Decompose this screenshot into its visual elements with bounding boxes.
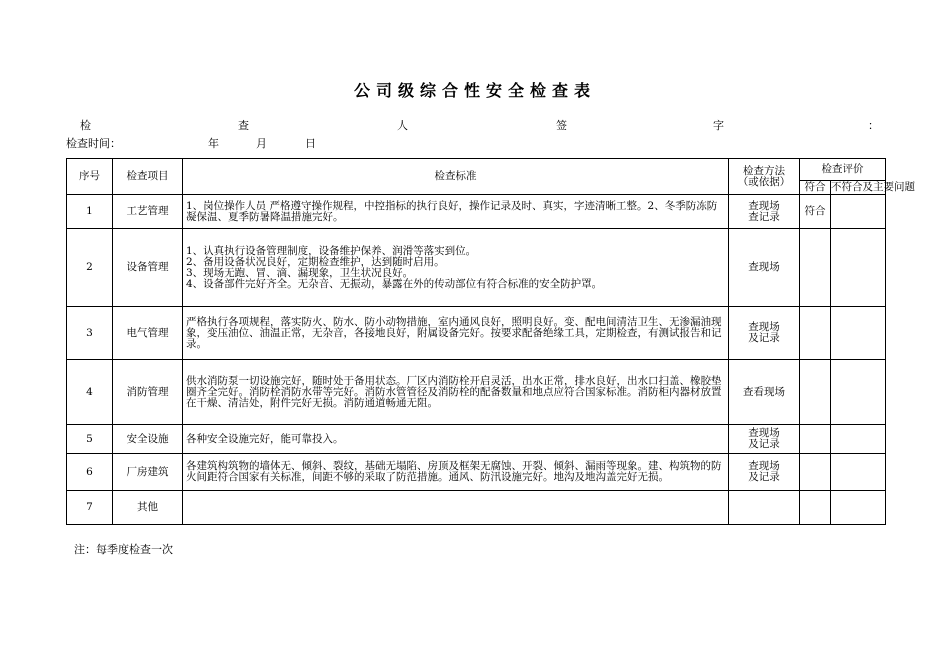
table-row	[67, 195, 886, 229]
row-conform	[800, 454, 831, 491]
footnote: 注：每季度检查一次	[74, 543, 173, 556]
date-day-label: 日	[305, 137, 316, 150]
row-issues	[831, 454, 886, 491]
inspection-date-label: 检查时间：	[66, 137, 121, 150]
table-row	[67, 307, 886, 360]
signature-line	[0, 117, 950, 133]
header-item: 检查项目	[113, 159, 183, 195]
row-standard-line: 1、认真执行设备管理制度，设备维护保养、润滑等落实到位。	[186, 244, 477, 257]
row-standard: 各种安全设施完好，能可靠投入。	[183, 425, 729, 454]
row-method	[729, 425, 800, 454]
row-standard-line: 2、备用设备状况良好，定期检查维护，达到随时启用。	[186, 255, 445, 268]
table-row	[67, 491, 886, 525]
signature-label-char: 检	[80, 119, 91, 132]
row-standard-line: 3、现场无跑、冒、滴、漏现象，卫生状况良好。	[186, 266, 414, 279]
table-row	[67, 425, 886, 454]
row-method	[729, 360, 800, 425]
header-method-line2: （或依据）	[737, 175, 791, 188]
row-seq: 3	[67, 307, 113, 360]
signature-label-char: 字	[713, 119, 724, 132]
row-seq: 5	[67, 425, 113, 454]
row-method-line1: 查现场	[748, 199, 780, 212]
signature-label-char: 人	[397, 119, 408, 132]
row-standard	[183, 229, 729, 307]
row-method-line1: 查现场	[748, 261, 780, 273]
row-standard-line: 4、设备部件完好齐全。无杂音、无振动，暴露在外的传动部位有符合标准的安全防护罩。	[186, 277, 603, 290]
table-row	[67, 229, 886, 307]
date-month-label: 月	[256, 137, 267, 150]
header-nonconform: 不符合及主要问题	[831, 181, 915, 193]
header-method-line1: 检查方法	[743, 164, 785, 177]
row-conform: 符合	[800, 195, 831, 229]
row-method	[729, 454, 800, 491]
row-conform	[800, 425, 831, 454]
row-standard: 供水消防泵一切设施完好，随时处于备用状态。厂区内消防栓开启灵活，出水正常，排水良好，出水口扫盖、橡胶垫圈齐全完好。消防栓消防水带等完好。消防水管管径及消防栓的配备数量和地点应符合国家标准。消防柜内器材放置在干燥、清洁处，附件完好无损。消防通道畅通无阻。	[183, 360, 729, 425]
row-method	[729, 491, 800, 525]
page-title: 公司级综合性安全检查表	[353, 81, 596, 100]
row-standard: 各建筑构筑物的墙体无、倾斜、裂纹，基础无塌陷、房顶及框架无腐蚀、开裂、倾斜、漏雨等现象。建、构筑物的防火间距符合国家有关标准，间距不够的采取了防范措施。通风、防汛设施完好。地沟及地沟盖完好无损。	[183, 454, 729, 491]
row-conform	[800, 360, 831, 425]
header-method	[729, 159, 800, 195]
row-standard: 严格执行各项规程，落实防火、防水、防小动物措施，室内通风良好，照明良好。变、配电间清洁卫生、无渗漏油现象，变压油位、油温正常，无杂音，各接地良好，附属设备完好。按要求配备绝缘工具，定期检查，有测试报告和记录。	[183, 307, 729, 360]
row-seq: 2	[67, 229, 113, 307]
row-method-line1: 查看现场	[743, 385, 785, 398]
row-conform	[800, 307, 831, 360]
row-seq: 6	[67, 454, 113, 491]
row-item: 其他	[113, 491, 183, 525]
table-row	[67, 454, 886, 491]
row-issues	[831, 195, 886, 229]
row-method	[729, 307, 800, 360]
row-item: 厂房建筑	[113, 454, 183, 491]
row-item: 设备管理	[113, 229, 183, 307]
row-method-line1: 查现场	[748, 427, 780, 439]
inspection-date-line	[0, 135, 950, 151]
header-conform: 符合	[800, 181, 831, 195]
row-item: 安全设施	[113, 425, 183, 454]
safety-checklist-table	[66, 158, 915, 525]
row-seq: 7	[67, 491, 113, 525]
header-standard: 检查标准	[183, 159, 729, 195]
row-standard: 1、岗位操作人员 严格遵守操作规程，中控指标的执行良好，操作记录及时、真实，字迹清晰工整。2、冬季防冻防凝保温、夏季防暑降温措施完好。	[183, 195, 729, 229]
header-evaluation: 检查评价	[800, 159, 886, 181]
row-item: 工艺管理	[113, 195, 183, 229]
row-conform	[800, 491, 831, 525]
signature-label-char: 查	[238, 119, 249, 132]
row-issues	[831, 307, 886, 360]
row-item: 消防管理	[113, 360, 183, 425]
header-seq: 序号	[67, 159, 113, 195]
row-method	[729, 229, 800, 307]
date-year-label: 年	[208, 137, 219, 150]
row-seq: 4	[67, 360, 113, 425]
row-method-line1: 查现场	[748, 460, 780, 472]
row-method	[729, 195, 800, 229]
table-row	[67, 360, 886, 425]
row-issues	[831, 360, 886, 425]
row-method-line2: 及记录	[748, 471, 780, 483]
row-issues	[831, 491, 886, 525]
row-conform	[800, 229, 831, 307]
row-seq: 1	[67, 195, 113, 229]
row-method-line2: 及记录	[748, 332, 780, 344]
signature-label-char: 签	[556, 119, 567, 132]
row-method-line2: 查记录	[748, 210, 780, 223]
row-method-line2: 及记录	[748, 438, 780, 450]
row-issues	[831, 425, 886, 454]
row-standard	[183, 491, 729, 525]
signature-colon: ：	[868, 119, 879, 132]
row-issues	[831, 229, 886, 307]
row-item: 电气管理	[113, 307, 183, 360]
row-method-line1: 查现场	[748, 321, 780, 333]
